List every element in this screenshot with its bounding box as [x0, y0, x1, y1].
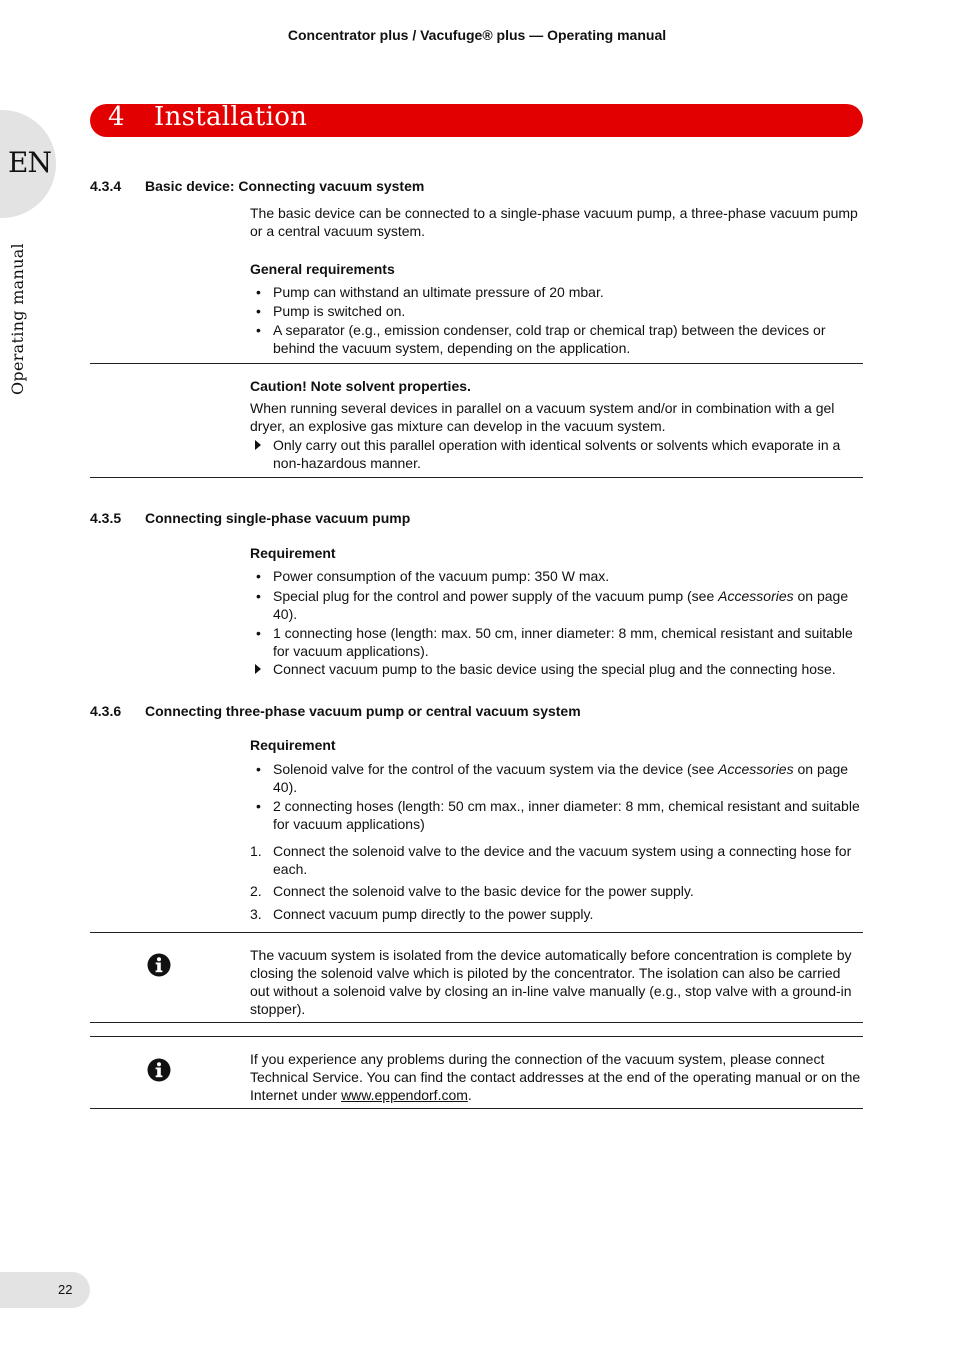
page-number-tab	[0, 1272, 90, 1308]
list-item: • Pump can withstand an ultimate pressure of 20 mbar.	[256, 284, 604, 300]
chapter-heading	[108, 102, 307, 132]
bullet-dot: •	[256, 625, 261, 641]
section-number-435: 4.3.5	[90, 510, 122, 526]
cross-reference[interactable]: Accessories	[718, 761, 794, 777]
list-item: • Power consumption of the vacuum pump: 350 W max.	[256, 568, 610, 584]
step-number: 1.	[250, 843, 262, 859]
chapter-title: Installation	[154, 102, 308, 132]
divider	[90, 1036, 863, 1037]
list-item: • Pump is switched on.	[256, 303, 406, 319]
step-item: 2. Connect the solenoid valve to the basic device for the power supply.	[250, 883, 694, 899]
divider	[90, 363, 863, 364]
section-title-434: Basic device: Connecting vacuum system	[145, 178, 425, 194]
divider	[90, 477, 863, 478]
requirement-heading: Requirement	[250, 737, 336, 753]
list-item: • A separator (e.g., emission condenser, cold trap or chemical trap) between the devices or behind the vacuum system, depending on the application.	[256, 322, 826, 356]
side-label: Operating manual	[8, 243, 27, 395]
divider	[90, 932, 863, 933]
step-item: 3. Connect vacuum pump directly to the power supply.	[250, 906, 594, 922]
action-item: Only carry out this parallel operation with identical solvents or solvents which evaporate in a non-hazardous manner.	[250, 436, 862, 472]
language-label: EN	[8, 146, 51, 179]
info-note-text: If you experience any problems during the connection of the vacuum system, please connect Technical Service. You can find the contact addresses at the end of the operating manual or on the Internet under www.eppendorf.com.	[250, 1051, 861, 1103]
general-requirements-heading: General requirements	[250, 261, 395, 277]
arrow-right-icon	[255, 437, 275, 455]
bullet-dot: •	[256, 303, 261, 319]
requirement-heading: Requirement	[250, 545, 336, 561]
cross-reference[interactable]: Accessories	[718, 588, 794, 604]
bullet-dot: •	[256, 798, 261, 814]
bullet-dot: •	[256, 284, 261, 300]
section-title-436: Connecting three-phase vacuum pump or central vacuum system	[145, 703, 581, 719]
info-note-text: The vacuum system is isolated from the device automatically before concentration is complete by closing the solenoid valve which is piloted by the concentrator. The isolation can also be carried out without a solenoid valve by closing an in-line valve manually (e.g., stop valve with a ground-in stopper).	[250, 947, 852, 1017]
section-title-435: Connecting single-phase vacuum pump	[145, 510, 411, 526]
running-header: Concentrator plus / Vacufuge® plus — Operating manual	[287, 27, 667, 43]
bullet-dot: •	[256, 322, 261, 338]
info-icon	[147, 953, 171, 977]
section-intro: The basic device can be connected to a single-phase vacuum pump, a three-phase vacuum pump or a central vacuum system.	[250, 205, 858, 239]
step-item: 1. Connect the solenoid valve to the device and the vacuum system using a connecting hose for each.	[250, 843, 852, 877]
divider	[90, 1022, 863, 1023]
section-number-436: 4.3.6	[90, 703, 122, 719]
step-number: 3.	[250, 906, 262, 922]
divider	[90, 1108, 863, 1109]
arrow-right-icon	[255, 661, 275, 679]
caution-heading: Caution! Note solvent properties.	[250, 378, 471, 394]
bullet-dot: •	[256, 568, 261, 584]
section-number-434: 4.3.4	[90, 178, 122, 194]
action-item: Connect vacuum pump to the basic device using the special plug and the connecting hose.	[250, 660, 862, 678]
bullet-dot: •	[256, 588, 261, 604]
step-number: 2.	[250, 883, 262, 899]
list-item: • 1 connecting hose (length: max. 50 cm, inner diameter: 8 mm, chemical resistant and suitable for vacuum applications).	[256, 625, 853, 659]
list-item: • Solenoid valve for the control of the vacuum system via the device (see Accessories on page 40).	[256, 761, 849, 795]
list-item: • 2 connecting hoses (length: 50 cm max., inner diameter: 8 mm, chemical resistant and suitable for vacuum applications)	[256, 798, 860, 832]
bullet-dot: •	[256, 761, 261, 777]
info-icon	[147, 1058, 171, 1082]
page-number: 22	[58, 1282, 73, 1297]
list-item: • Special plug for the control and power supply of the vacuum pump (see Accessories on page 40).	[256, 588, 849, 622]
chapter-number: 4	[108, 102, 125, 132]
caution-text: When running several devices in parallel on a vacuum system and/or in combination with a gel dryer, an explosive gas mixture can develop in the vacuum system.	[250, 400, 835, 434]
website-link[interactable]: www.eppendorf.com	[341, 1087, 468, 1103]
